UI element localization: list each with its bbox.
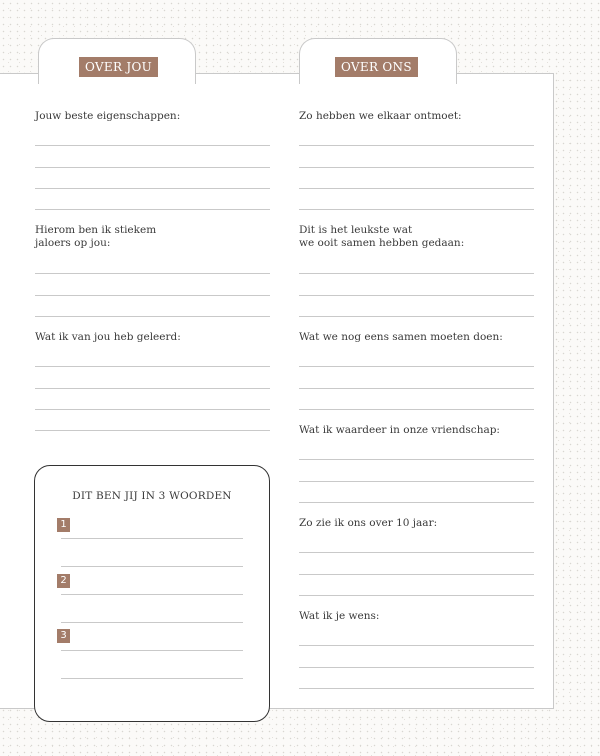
- write-line[interactable]: [299, 409, 534, 410]
- prompt-leukste-samen: Dit is het leukste wat we ooit samen hebben gedaan:: [299, 224, 465, 249]
- write-line[interactable]: [35, 388, 270, 389]
- write-line[interactable]: [35, 188, 270, 189]
- write-line[interactable]: [299, 188, 534, 189]
- write-line[interactable]: [35, 209, 270, 210]
- write-line[interactable]: [299, 459, 534, 460]
- word-line[interactable]: [61, 678, 243, 679]
- write-line[interactable]: [299, 366, 534, 367]
- word-line[interactable]: [61, 650, 243, 651]
- write-line[interactable]: [299, 316, 534, 317]
- write-line[interactable]: [299, 167, 534, 168]
- word-line[interactable]: [61, 538, 243, 539]
- write-line[interactable]: [299, 481, 534, 482]
- number-badge-1: 1: [57, 518, 70, 532]
- write-line[interactable]: [35, 316, 270, 317]
- prompt-je-wens: Wat ik je wens:: [299, 610, 380, 622]
- write-line[interactable]: [35, 366, 270, 367]
- tab-over-jou-label: OVER JOU: [79, 57, 158, 77]
- word-line[interactable]: [61, 594, 243, 595]
- word-line[interactable]: [61, 622, 243, 623]
- tab-over-jou[interactable]: [38, 38, 196, 84]
- write-line[interactable]: [299, 645, 534, 646]
- tab-over-ons[interactable]: [299, 38, 457, 84]
- write-line[interactable]: [299, 295, 534, 296]
- write-line[interactable]: [299, 688, 534, 689]
- write-line[interactable]: [35, 167, 270, 168]
- prompt-nog-samen-doen: Wat we nog eens samen moeten doen:: [299, 331, 503, 343]
- write-line[interactable]: [299, 595, 534, 596]
- prompt-van-jou-geleerd: Wat ik van jou heb geleerd:: [35, 331, 181, 343]
- prompt-beste-eigenschappen: Jouw beste eigenschappen:: [35, 110, 181, 122]
- write-line[interactable]: [299, 273, 534, 274]
- write-line[interactable]: [35, 145, 270, 146]
- write-line[interactable]: [299, 502, 534, 503]
- write-line[interactable]: [299, 388, 534, 389]
- write-line[interactable]: [299, 552, 534, 553]
- write-line[interactable]: [35, 295, 270, 296]
- prompt-waardeer-vriendschap: Wat ik waardeer in onze vriendschap:: [299, 424, 500, 436]
- write-line[interactable]: [35, 409, 270, 410]
- write-line[interactable]: [299, 574, 534, 575]
- prompt-stiekem-jaloers: Hierom ben ik stiekem jaloers op jou:: [35, 224, 157, 249]
- word-line[interactable]: [61, 566, 243, 567]
- three-words-title: DIT BEN JIJ IN 3 WOORDEN: [72, 490, 232, 502]
- three-words-box: [34, 465, 270, 722]
- tab-over-ons-label: OVER ONS: [335, 57, 418, 77]
- prompt-elkaar-ontmoet: Zo hebben we elkaar ontmoet:: [299, 110, 462, 122]
- write-line[interactable]: [35, 273, 270, 274]
- number-badge-3: 3: [57, 629, 70, 643]
- write-line[interactable]: [35, 430, 270, 431]
- write-line[interactable]: [299, 667, 534, 668]
- write-line[interactable]: [299, 209, 534, 210]
- prompt-over-10-jaar: Zo zie ik ons over 10 jaar:: [299, 517, 438, 529]
- write-line[interactable]: [299, 145, 534, 146]
- number-badge-2: 2: [57, 574, 70, 588]
